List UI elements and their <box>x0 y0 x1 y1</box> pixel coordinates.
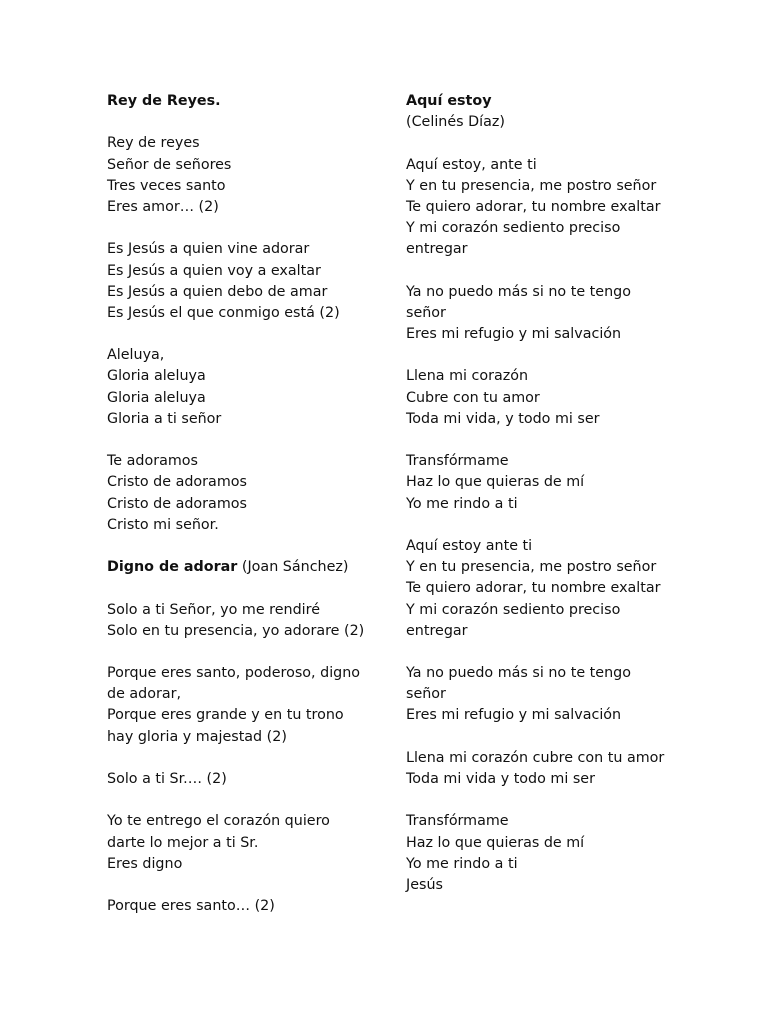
lyric-line: Aquí estoy ante ti <box>406 537 533 554</box>
lyric-line: Cristo de adoramos <box>107 474 247 491</box>
lyric-line: señor <box>406 686 446 703</box>
lyric-line: Y en tu presencia, me postro señor <box>406 559 657 576</box>
lyric-line: Solo a ti Señor, yo me rendiré <box>107 601 321 618</box>
lyric-line: Transfórmame <box>406 813 509 830</box>
lyric-line: de adorar, <box>107 686 182 703</box>
lyric-line: Solo en tu presencia, yo adorare (2) <box>107 622 365 639</box>
lyric-line: Y mi corazón sediento preciso <box>406 220 621 237</box>
lyric-line: Ya no puedo más si no te tengo <box>406 665 631 682</box>
lyric-line: Llena mi corazón cubre con tu amor <box>406 749 665 766</box>
lyric-line: Transfórmame <box>406 453 509 470</box>
lyric-line: entregar <box>406 622 468 639</box>
lyric-line: Gloria a ti señor <box>107 410 222 427</box>
lyric-line: Es Jesús a quien debo de amar <box>107 283 328 300</box>
lyric-line: Aquí estoy, ante ti <box>406 156 537 173</box>
lyric-line: Porque eres santo, poderoso, digno <box>107 665 361 682</box>
lyric-line: hay gloria y majestad (2) <box>107 728 287 745</box>
lyric-line: Porque eres grande y en tu trono <box>107 707 344 724</box>
lyric-line: Eres amor… (2) <box>107 198 219 215</box>
lyric-line: darte lo mejor a ti Sr. <box>107 834 259 851</box>
song-title-aqui-estoy: Aquí estoy <box>406 93 492 109</box>
lyric-line: Eres digno <box>107 855 183 872</box>
left-column <box>107 91 377 917</box>
lyric-line: Llena mi corazón <box>406 368 529 385</box>
song-author: (Celinés Díaz) <box>406 114 505 131</box>
lyric-line: Ya no puedo más si no te tengo <box>406 283 631 300</box>
song-author: (Joan Sánchez) <box>237 559 349 576</box>
lyric-line: Es Jesús a quien vine adorar <box>107 241 310 258</box>
song-title-digno-de-adorar: Digno de adorar <box>107 559 238 576</box>
lyric-line: Señor de señores <box>107 156 232 173</box>
lyric-line: Cristo mi señor. <box>107 516 219 533</box>
lyric-line: Eres mi refugio y mi salvación <box>406 326 622 343</box>
right-column <box>406 91 676 896</box>
lyric-line: Te quiero adorar, tu nombre exaltar <box>406 198 661 215</box>
lyric-line: Gloria aleluya <box>107 368 206 385</box>
lyric-line: Haz lo que quieras de mí <box>406 834 585 851</box>
lyric-line: Te quiero adorar, tu nombre exaltar <box>406 580 661 597</box>
lyric-line: Yo me rindo a ti <box>406 855 518 872</box>
lyric-line: Tres veces santo <box>107 177 226 194</box>
lyric-line: Y mi corazón sediento preciso <box>406 601 621 618</box>
lyric-line: señor <box>406 304 446 321</box>
lyric-line: Toda mi vida, y todo mi ser <box>406 410 600 427</box>
lyric-line: Te adoramos <box>107 453 198 470</box>
lyric-line: Gloria aleluya <box>107 389 206 406</box>
lyric-line: Yo me rindo a ti <box>406 495 518 512</box>
lyric-line: Y en tu presencia, me postro señor <box>406 177 657 194</box>
lyric-line: Solo a ti Sr.… (2) <box>107 771 227 787</box>
lyric-line: Jesús <box>406 876 443 893</box>
lyric-line: Cubre con tu amor <box>406 389 540 406</box>
lyric-line: Yo te entrego el corazón quiero <box>107 813 330 830</box>
lyric-line: Haz lo que quieras de mí <box>406 474 585 491</box>
lyric-line: Es Jesús a quien voy a exaltar <box>107 262 321 279</box>
lyric-line: Rey de reyes <box>107 135 200 152</box>
song-title-rey-de-reyes: Rey de Reyes. <box>107 93 221 109</box>
lyric-line: Eres mi refugio y mi salvación <box>406 707 622 724</box>
lyric-line: Cristo de adoramos <box>107 495 247 512</box>
lyric-line: Toda mi vida y todo mi ser <box>406 771 595 787</box>
lyric-line: entregar <box>406 241 468 258</box>
lyric-line: Es Jesús el que conmigo está (2) <box>107 304 340 321</box>
lyric-line: Aleluya, <box>107 347 165 364</box>
lyric-line: Porque eres santo… (2) <box>107 898 275 915</box>
song-heading-digno-de-adorar <box>107 557 377 578</box>
